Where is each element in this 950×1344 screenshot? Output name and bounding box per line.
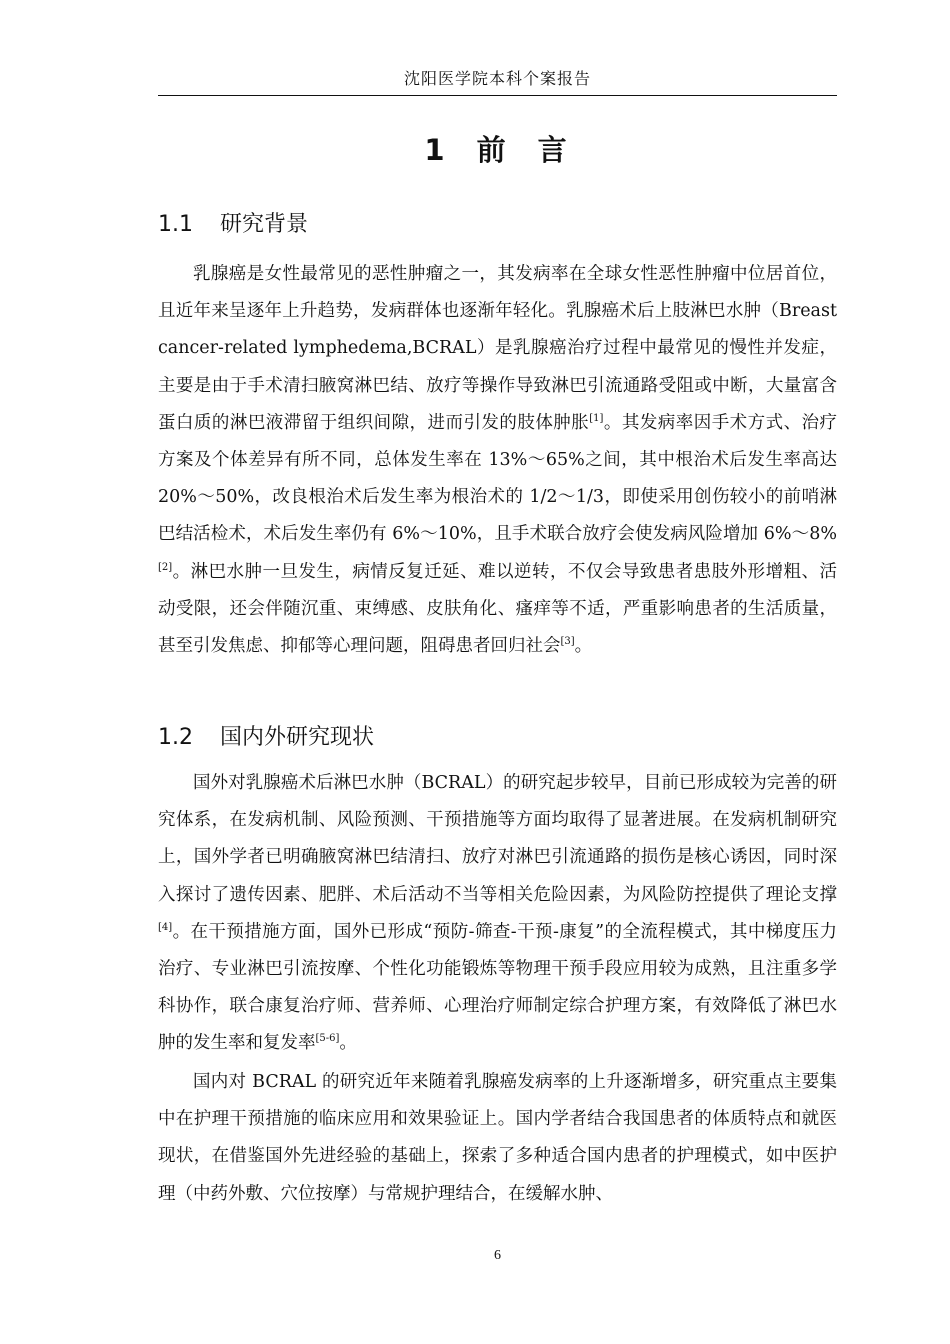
text-segment: 国内对 BCRAL 的研究近年来随着乳腺癌发病率的上升逐渐增多，研究重点主要集中在护理干预措施的临床应用和效果验证上。国内学者结合我国患者的体质特点和就医现状，在借鉴国外先进经验的基础上，探索了多种适合国内患者的护理模式，如中医护理（中药外敷、穴位按摩）与常规护理结合，在缓解水肿、: [158, 1072, 837, 1204]
text-segment: 。: [339, 1033, 357, 1054]
citation-ref[interactable]: [2]: [158, 561, 173, 573]
paragraph-background: [158, 256, 837, 665]
chapter-title: 1 前 言: [424, 133, 571, 167]
section-number: 1.2: [158, 725, 193, 750]
section-heading-1-2: [158, 720, 374, 751]
text-segment: 国外对乳腺癌术后淋巴水肿（BCRAL）的研究起步较早，目前已形成较为完善的研究体系，在发病机制、风险预测、干预措施等方面均取得了显著进展。在发病机制研究上，国外学者已明确腋窝淋巴结清扫、放疗对淋巴引流通路的损伤是核心诱因，同时深入探讨了遗传因素、肥胖、术后活动不当等相关危险因素，为风险防控提供了理论支撑: [158, 773, 837, 905]
text-segment: 。: [574, 636, 593, 657]
citation-ref[interactable]: [1]: [589, 412, 604, 424]
paragraph-domestic-research: [158, 1064, 837, 1213]
section-title-text: 国内外研究现状: [220, 725, 375, 750]
citation-ref[interactable]: [3]: [560, 636, 575, 648]
text-segment: 。在干预措施方面，国外已形成“预防-筛查-干预-康复”的全流程模式，其中梯度压力治疗、专业淋巴引流按摩、个性化功能锻炼等物理干预手段应用较为成熟，且注重多学科协作，联合康复治疗师、营养师、心理治疗师制定综合护理方案，有效降低了淋巴水肿的发生率和复发率: [158, 921, 837, 1054]
section-title-text: 研究背景: [220, 212, 309, 237]
text-segment: 乳腺癌是女性最常见的恶性肿瘤之一，其发病率在全球女性恶性肿瘤中位居首位，且近年来呈逐年上升趋势，发病群体也逐渐年轻化。乳腺癌术后上肢淋巴水肿（Breast cancer-related lymphedema,BCRAL）是乳腺癌治疗过程中最常见的慢性并发症，主要是由于手术清扫腋窝淋巴结、放疗等操作导致淋巴引流通路受阻或中断，大量富含蛋白质的淋巴液滞留于组织间隙，进而引发的肢体肿胀: [158, 264, 837, 433]
page-number: 6: [494, 1248, 501, 1263]
running-header: 沈阳医学院本科个案报告: [158, 66, 837, 96]
section-number: 1.1: [158, 212, 193, 237]
citation-ref[interactable]: [4]: [158, 921, 173, 933]
citation-ref[interactable]: [5-6]: [315, 1033, 340, 1045]
paragraph-foreign-research: [158, 765, 837, 1063]
section-heading-1-1: [158, 207, 308, 238]
text-segment: 。其发病率因手术方式、治疗方案及个体差异有所不同，总体发生率在 13%～65%之间，其中根治术后发生率高达 20%～50%，改良根治术后发生率为根治术的 1/2～1/3，即使采用创伤较小的前哨淋巴结活检术，术后发生率仍有 6%～10%，且手术联合放疗会使发病风险增加 6%～8%: [158, 412, 838, 545]
text-segment: 。淋巴水肿一旦发生，病情反复迁延、难以逆转，不仅会导致患者患肢外形增粗、活动受限，还会伴随沉重、束缚感、皮肤角化、瘙痒等不适，严重影响患者的生活质量，甚至引发焦虑、抑郁等心理问题，阻碍患者回归社会: [158, 561, 837, 657]
